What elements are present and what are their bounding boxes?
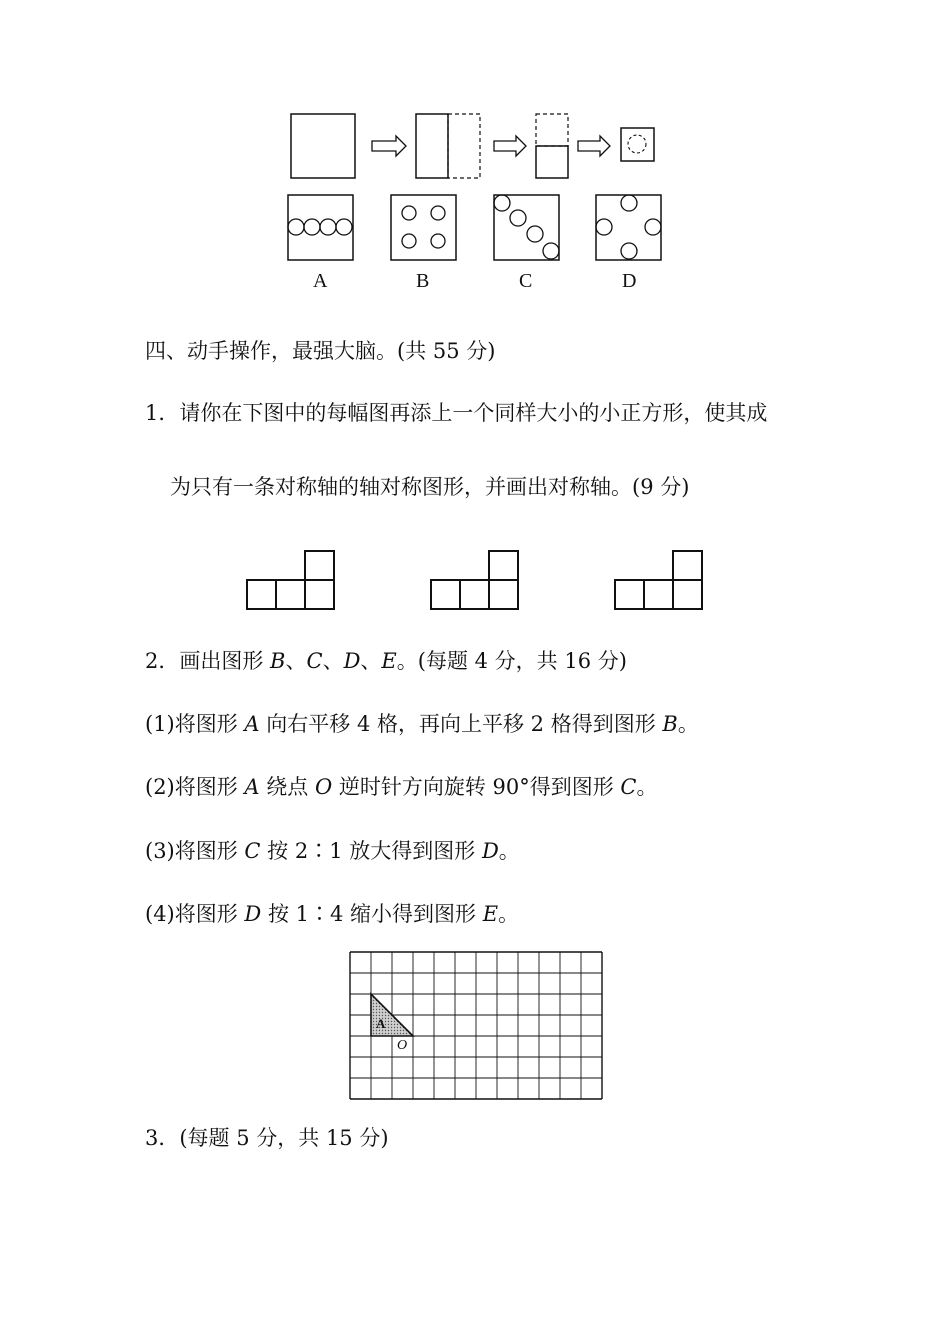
- arrow-right-icon: [372, 136, 406, 156]
- q1-text-line-1: 1．请你在下图中的每幅图再添上一个同样大小的小正方形，使其成: [145, 401, 768, 425]
- q1-figure-1: [247, 551, 334, 609]
- option-label-a: A: [313, 270, 328, 292]
- option-label-c: C: [519, 270, 533, 292]
- option-c-square: [494, 195, 559, 260]
- fold-step-3-rect: [536, 146, 568, 178]
- q2-item-1: (1)将图形 A 向右平移 4 格，再向上平移 2 格得到图形 B。: [145, 712, 699, 736]
- q2-title: 2．画出图形 B、C、D、E。(每题 4 分，共 16 分): [145, 649, 627, 673]
- q2-item-3: (3)将图形 C 按 2∶1 放大得到图形 D。: [145, 839, 520, 863]
- section-heading: 四、动手操作，最强大脑。(共 55 分): [145, 339, 496, 363]
- fold-step-2-dashed: [448, 114, 480, 178]
- q2-grid-figure: [345, 948, 605, 1098]
- option-b-square: [391, 195, 456, 260]
- fold-step-4-square: [621, 128, 654, 161]
- option-label-d: D: [622, 270, 637, 292]
- fold-step-3-dashed: [536, 114, 568, 146]
- q1-figure-2: [431, 551, 518, 609]
- q1-figure-3: [615, 551, 702, 609]
- arrow-right-icon: [494, 136, 526, 156]
- q1-figures: [0, 545, 950, 625]
- q2-item-4: (4)将图形 D 按 1∶4 缩小得到图形 E。: [145, 902, 520, 926]
- fold-step-4-hole: [628, 135, 646, 153]
- fold-step-2-rect: [416, 114, 448, 178]
- folding-steps: [0, 0, 950, 200]
- q3-title: 3．(每题 5 分，共 15 分): [145, 1126, 389, 1150]
- fold-step-1-square: [291, 114, 355, 178]
- arrow-right-icon: [578, 136, 610, 156]
- q2-item-2: (2)将图形 A 绕点 O 逆时针方向旋转 90°得到图形 C。: [145, 775, 658, 799]
- q1-text-line-2: 为只有一条对称轴的轴对称图形，并画出对称轴。(9 分): [170, 475, 690, 499]
- option-label-b: B: [416, 270, 430, 292]
- option-d-square: [596, 195, 661, 260]
- point-o-label: O: [397, 1038, 408, 1053]
- shape-a-label: A: [376, 1016, 386, 1031]
